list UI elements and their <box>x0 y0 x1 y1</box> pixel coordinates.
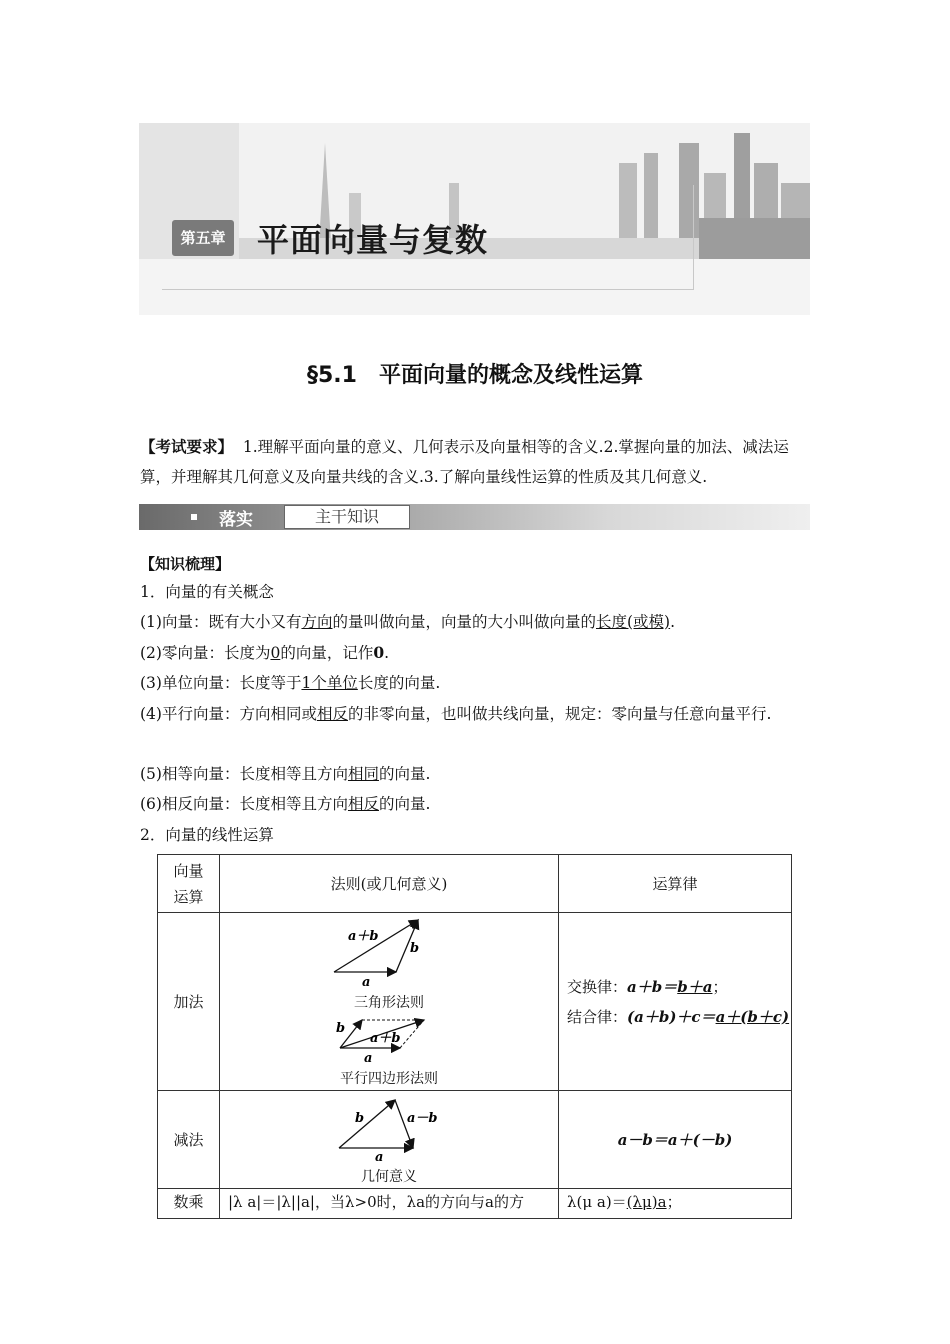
op-name-add: 加法 <box>158 913 220 1091</box>
fig-label-a-plus-b-2: a＋b <box>370 1030 401 1046</box>
p4c: 的非零向量，也叫做共线向量，规定：零向量与任意向量平行. <box>347 705 772 723</box>
fig-label-b: b <box>410 940 420 956</box>
p3b-blank: 1个单位 <box>301 674 358 692</box>
sub-law <box>559 1091 792 1189</box>
para-parallel-vector <box>140 699 812 729</box>
subtraction-figure-label: 几何意义 <box>361 1168 417 1185</box>
item1-title: 1．向量的有关概念 <box>140 583 274 601</box>
p5a: (5)相等向量：长度相等且方向 <box>140 765 348 783</box>
law-commutative-lhs: a＋b＝ <box>627 977 678 996</box>
law-commutative-end: ； <box>712 977 728 996</box>
mul-law-lhs: λ(μ a)＝ <box>567 1193 627 1211</box>
chapter-banner <box>139 123 810 315</box>
p4b-blank: 相反 <box>316 705 348 723</box>
law-associative-lhs: (a＋b)＋c＝ <box>627 1007 716 1026</box>
header-op-line1: 向量 <box>173 861 204 880</box>
p1d-blank: 长度(或模) <box>596 613 671 631</box>
table-row-subtraction <box>158 1091 792 1189</box>
add-laws <box>559 913 792 1091</box>
parallelogram-rule-figure <box>324 1012 454 1064</box>
p1c: 的量叫做向量，向量的大小叫做向量的 <box>332 613 596 631</box>
p6a: (6)相反向量：长度相等且方向 <box>140 795 348 813</box>
p3c: 长度的向量. <box>357 674 441 692</box>
chapter-title: 平面向量与复数 <box>257 221 489 259</box>
section-bar <box>139 504 810 530</box>
p6b-blank: 相反 <box>347 795 379 813</box>
knowledge-heading: 【知识梳理】 <box>140 555 231 573</box>
p2e: . <box>384 644 390 662</box>
p5b-blank: 相同 <box>347 765 379 783</box>
bar-left-label: 落实 <box>219 510 253 530</box>
p6c: 的向量. <box>378 795 431 813</box>
parallelogram-rule-label: 平行四边形法则 <box>340 1070 438 1087</box>
header-rule: 法则(或几何意义) <box>220 855 559 913</box>
para-opposite-vector <box>140 789 812 819</box>
para-unit-vector <box>140 668 812 698</box>
section-title: §5.1 平面向量的概念及线性运算 <box>307 363 643 388</box>
p2a: (2)零向量：长度为 <box>140 644 271 662</box>
sub-law-text: a－b＝a＋(－b) <box>617 1131 733 1149</box>
fig-label-a-minus-b: a－b <box>407 1110 438 1126</box>
para-zero-vector <box>140 638 812 668</box>
table-row-scalar-multiplication <box>158 1189 792 1219</box>
law-associative-label: 结合律： <box>567 1007 628 1026</box>
mul-law-end: ； <box>666 1193 682 1211</box>
p2b-blank: 0 <box>270 644 281 662</box>
p4a: (4)平行向量：方向相同或 <box>140 705 317 723</box>
subtraction-figure <box>329 1094 449 1162</box>
requirements-label: 【考试要求】 <box>140 438 234 456</box>
bar-right-label: 主干知识 <box>284 505 410 529</box>
op-name-mul: 数乘 <box>158 1189 220 1219</box>
header-op-line2: 运算 <box>173 887 204 906</box>
p2d: 0 <box>373 643 385 662</box>
mul-law-blank: (λμ)a <box>626 1193 667 1211</box>
law-commutative-blank: b＋a <box>677 977 713 996</box>
p1e: . <box>670 613 676 631</box>
bar-square-icon <box>191 514 197 520</box>
p1a: (1)向量：既有大小又有 <box>140 613 302 631</box>
para-vector <box>140 607 812 637</box>
triangle-rule-label: 三角形法则 <box>354 994 424 1011</box>
fig-label-b-2: b <box>336 1020 346 1036</box>
fig-label-a: a <box>362 974 371 988</box>
table-row-addition <box>158 913 792 1091</box>
op-name-sub: 减法 <box>158 1091 220 1189</box>
fig-label-a-plus-b: a＋b <box>348 928 379 944</box>
fig-label-b-3: b <box>355 1110 365 1126</box>
mul-rule: |λ a|＝|λ||a|，当λ>0时，λa的方向与a的方 <box>220 1189 559 1219</box>
triangle-rule-figure <box>324 916 454 988</box>
header-op <box>158 855 220 913</box>
p2c: 的向量，记作 <box>280 644 374 662</box>
exam-requirements <box>140 432 812 492</box>
para-equal-vector <box>140 759 812 789</box>
p1b-blank: 方向 <box>301 613 333 631</box>
mul-law <box>559 1189 792 1219</box>
table-header-row <box>158 855 792 913</box>
linear-operations-table <box>157 854 792 1219</box>
p3a: (3)单位向量：长度等于 <box>140 674 302 692</box>
item2-title: 2．向量的线性运算 <box>140 826 274 844</box>
requirements-text: 1.理解平面向量的意义、几何表示及向量相等的含义.2.掌握向量的加法、减法运算，并理解其几何意义及向量共线的含义.3.了解向量线性运算的性质及其几何意义. <box>140 438 789 486</box>
fig-label-a-3: a <box>375 1149 384 1162</box>
add-figures <box>220 913 559 1091</box>
sub-figure <box>220 1091 559 1189</box>
law-commutative-label: 交换律： <box>567 977 628 996</box>
header-law: 运算律 <box>559 855 792 913</box>
law-associative-blank: a＋(b＋c) <box>715 1007 790 1026</box>
fig-label-a-2: a <box>364 1050 373 1064</box>
p5c: 的向量. <box>378 765 431 783</box>
chapter-tag: 第五章 <box>172 220 234 256</box>
